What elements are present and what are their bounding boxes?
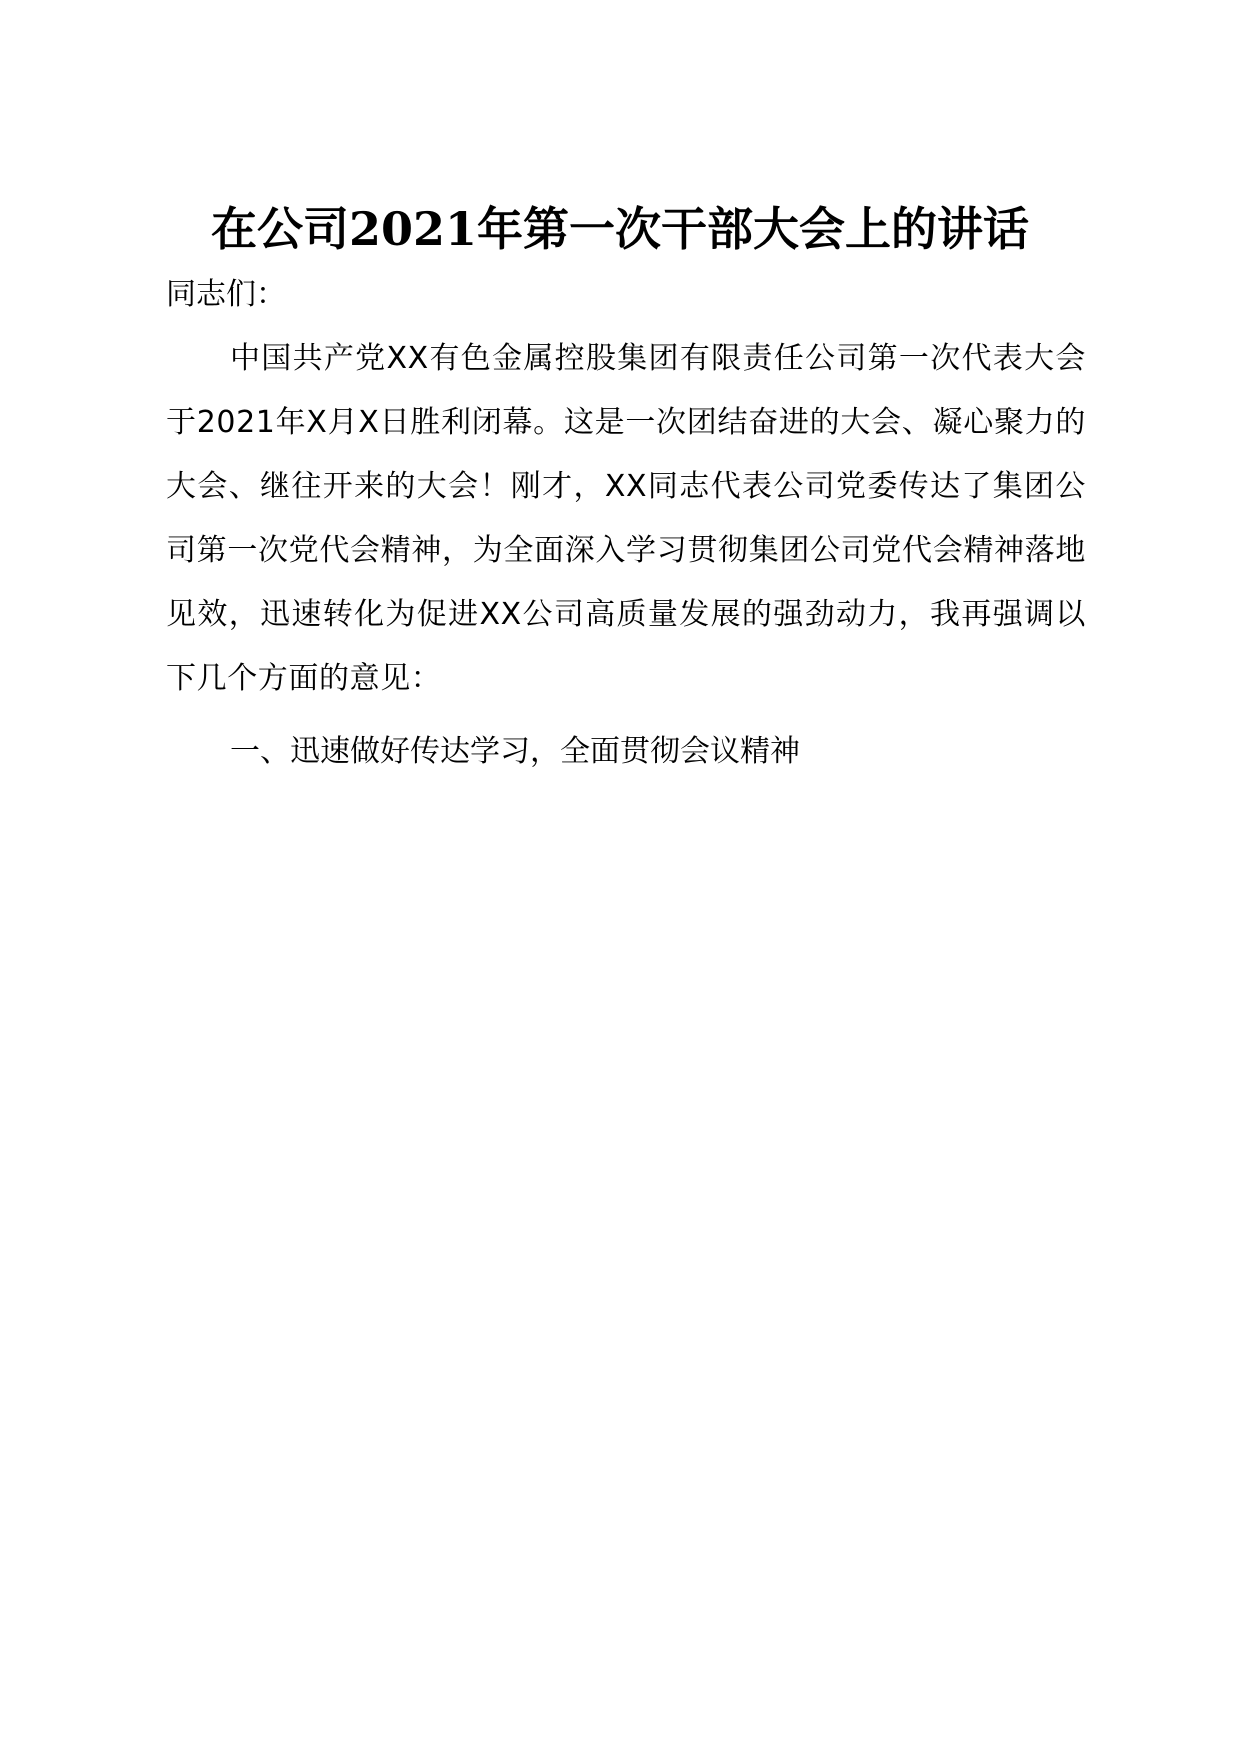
section-heading: 一、迅速做好传达学习，全面贯彻会议精神	[230, 734, 800, 769]
document-title: 在公司2021年第一次干部大会上的讲话	[210, 202, 1030, 256]
salutation: 同志们：	[166, 277, 286, 312]
body-paragraph: 中国共产党XX有色金属控股集团有限责任公司第一次代表大会于2021年X月X日胜利闭幕。这是一次团结奋进的大会、凝心聚力的大会、继往开来的大会！刚才，XX同志代表公司党委传达了集团公司第一次党代会精神，为全面深入学习贯彻集团公司党代会精神落地见效，迅速转化为促进XX公司高质量发展的强劲动力，我再强调以下几个方面的意见：	[166, 341, 1086, 696]
